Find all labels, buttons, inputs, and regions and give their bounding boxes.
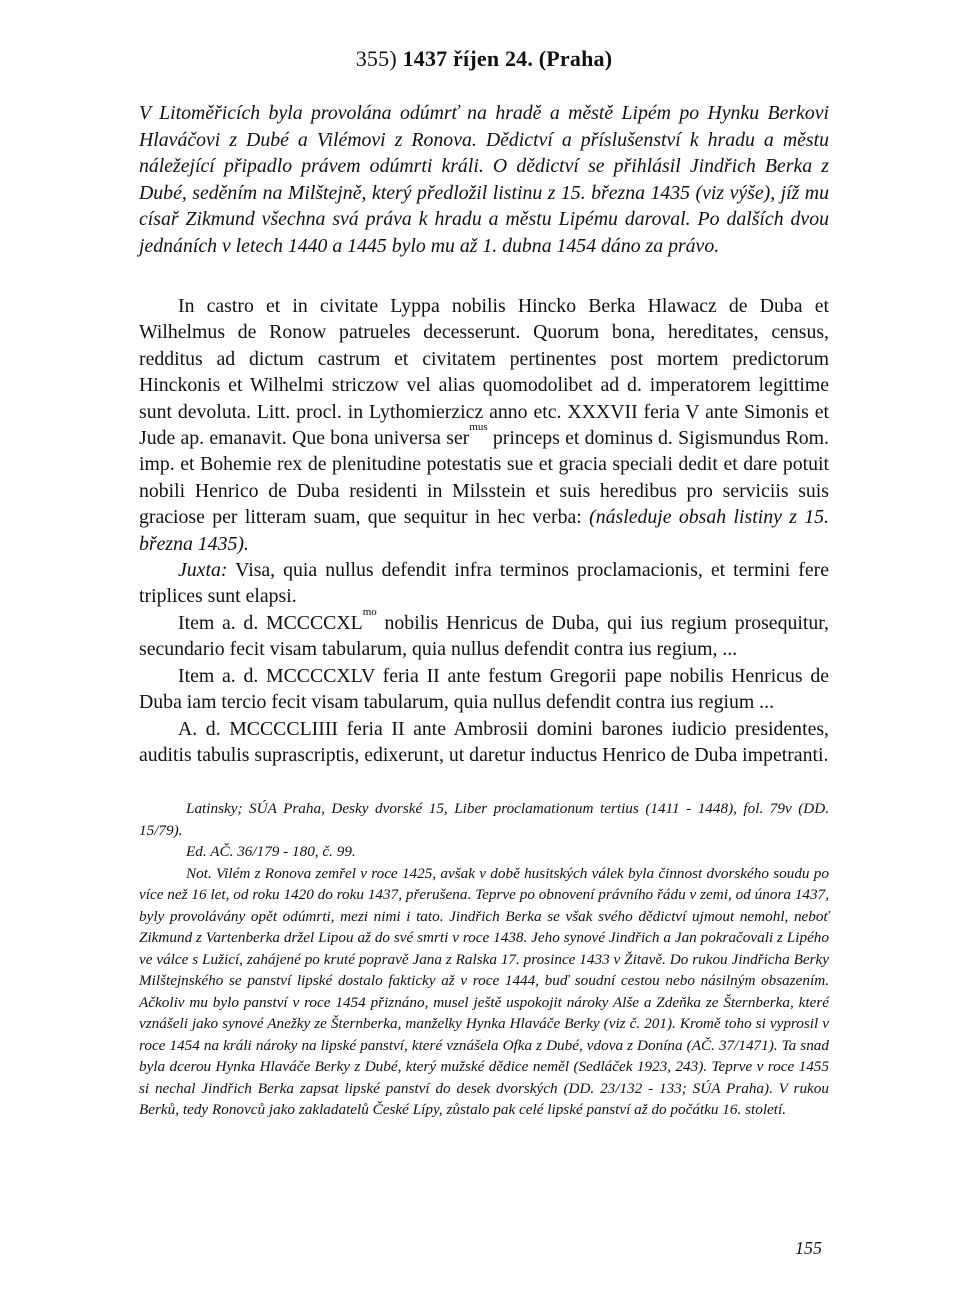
notes-section [139, 798, 829, 1121]
source-note: Latinsky; SÚA Praha, Desky dvorské 15, Liber proclamationum tertius (1411 - 1448), fol. 79v (DD. 15/79). [139, 800, 829, 839]
latin-p1-part-a: In castro et in civitate Lyppa nobilis Hincko Berka Hlawacz de Duba et Wilhelmus de Ronow patrueles decesserunt. Quorum bona, hereditates, census, redditus ad dictum castrum et civitatem pertinentes post mortem predictorum Hinckonis et Wilhelmi striczow vel alias quomodolibet ad d. imperatorem legittime sunt devoluta. Litt. procl. in Lythomierzicz anno etc. XXXVII feria V ante Simonis et Jude ap. emanavit. Que bona universa ser [139, 295, 829, 450]
document-heading [139, 46, 829, 72]
latin-text [139, 293, 829, 768]
latin-paragraph-1 [139, 293, 829, 557]
page-number: 155 [795, 1238, 822, 1258]
document-date: 1437 říjen 24. (Praha) [402, 46, 613, 71]
regest-summary: V Litoměřicích byla provolána odúmrť na hradě a městě Lipém po Hynku Berkovi Hlaváčovi z Dubé a Vilémovi z Ronova. Dědictví a příslušenství k hradu a městu náležející připadlo právem odúmrti králi. O dědictví se přihlásil Jindřich Berka z Dubé, seděním na Milštejně, který předložil listinu z 15. března 1435 (viz výše), jíž mu císař Zikmund všechna svá práva k hradu a městu Lipému daroval. Po dalších dvou jednáních v letech 1440 a 1445 bylo mu až 1. dubna 1454 dáno za právo. [139, 102, 829, 257]
latin-paragraph-5: A. d. MCCCCLIIII feria II ante Ambrosii domini barones iudicio presidentes, auditis tabulis suprascriptis, edixerunt, ut daretur inductus Henrico de Duba impetranti. [139, 717, 829, 766]
latin-paragraph-4: Item a. d. MCCCCXLV feria II ante festum Gregorii pape nobilis Henricus de Duba iam tercio fecit visam tabularum, quia nullus defendit contra ius regium ... [139, 664, 829, 714]
latin-p3-superscript: mo [362, 605, 377, 618]
latin-paragraph-2 [139, 557, 829, 610]
latin-p3-part-b: nobilis Henricus de Duba, qui ius regium prosequitur, secundario fecit visam tabularum, quia nullus defendit contra ius regium, ... [139, 611, 829, 661]
latin-paragraph-3 [139, 605, 829, 663]
latin-p3-part-a: Item a. d. MCCCCXL [178, 611, 363, 634]
document-number: 355) [355, 46, 397, 71]
commentary-note: Not. Vilém z Ronova zemřel v roce 1425, avšak v době husitských válek byla činnost dvorského soudu po více než 16 let, od roku 1420 do roku 1437, přerušena. Teprve po obnovení právního řádu v zemi, od února 1437, byly provolávány opět odúmrti, mezi nimi i tato. Jindřich Berka se však svého dědictví ujmout nemohl, neboť Zikmund z Vartenberka držel Lipou až do své smrti v roce 1438. Jeho synové Jindřich a Jan pokračovali z Lipého ve válce s Lužicí, zahájené po kruté popravě Jana z Ralska 17. prosince 1433 v Žitavě. Do rukou Jindřicha Berky Milštejnského se panství lipské dostalo fakticky až v roce 1444, buď soudní cestou nebo násilným obsazením. Ačkoliv mu bylo panství v roce 1454 přiznáno, musel ještě uspokojit nároky Alše a Zdeňka ze Šternberka, které vznášeli jako synové Anežky ze Šternberka, manželky Hynka Hlaváče Berky (viz č. 201). Kromě toho si vyprosil v roce 1454 na králi nároky na lipské panství, které vznášela Ofka z Dubé, vdova z Donína (AČ. 37/1471). Ta snad byla dcerou Hynka Hlaváče Berky z Dubé, který mužské dědice neměl (Sedláček 1923, 243). Teprve v roce 1455 si nechal Jindřich Berka zapsat lipské panství do desek dvorských (DD. 23/132 - 133; SÚA Praha). V rukou Berků, tedy Ronovců jako zakladatelů České Lípy, zůstalo pak celé lipské panství až do počátku 16. století. [139, 864, 829, 1118]
latin-p1-italic-note: (následuje obsah listiny z 15. března 1435). [139, 506, 830, 555]
edition-note: Ed. AČ. 36/179 - 180, č. 99. [186, 843, 356, 860]
juxta-label: Juxta: [178, 559, 228, 582]
latin-p1-part-b: princeps et dominus d. Sigismundus Rom. imp. et Bohemie rex de plenitudine potestatis sue et gracia speciali dedit et dare potuit nobili Henrico de Duba residenti in Milsstein et suis heredibus pro serviciis suis graciose per litteram suam, que sequitur in hec verba: [139, 427, 829, 529]
latin-p2-text: Visa, quia nullus defendit infra terminos proclamacionis, et termini fere triplices sunt elapsi. [139, 559, 829, 608]
latin-p1-superscript: mus [469, 421, 488, 434]
